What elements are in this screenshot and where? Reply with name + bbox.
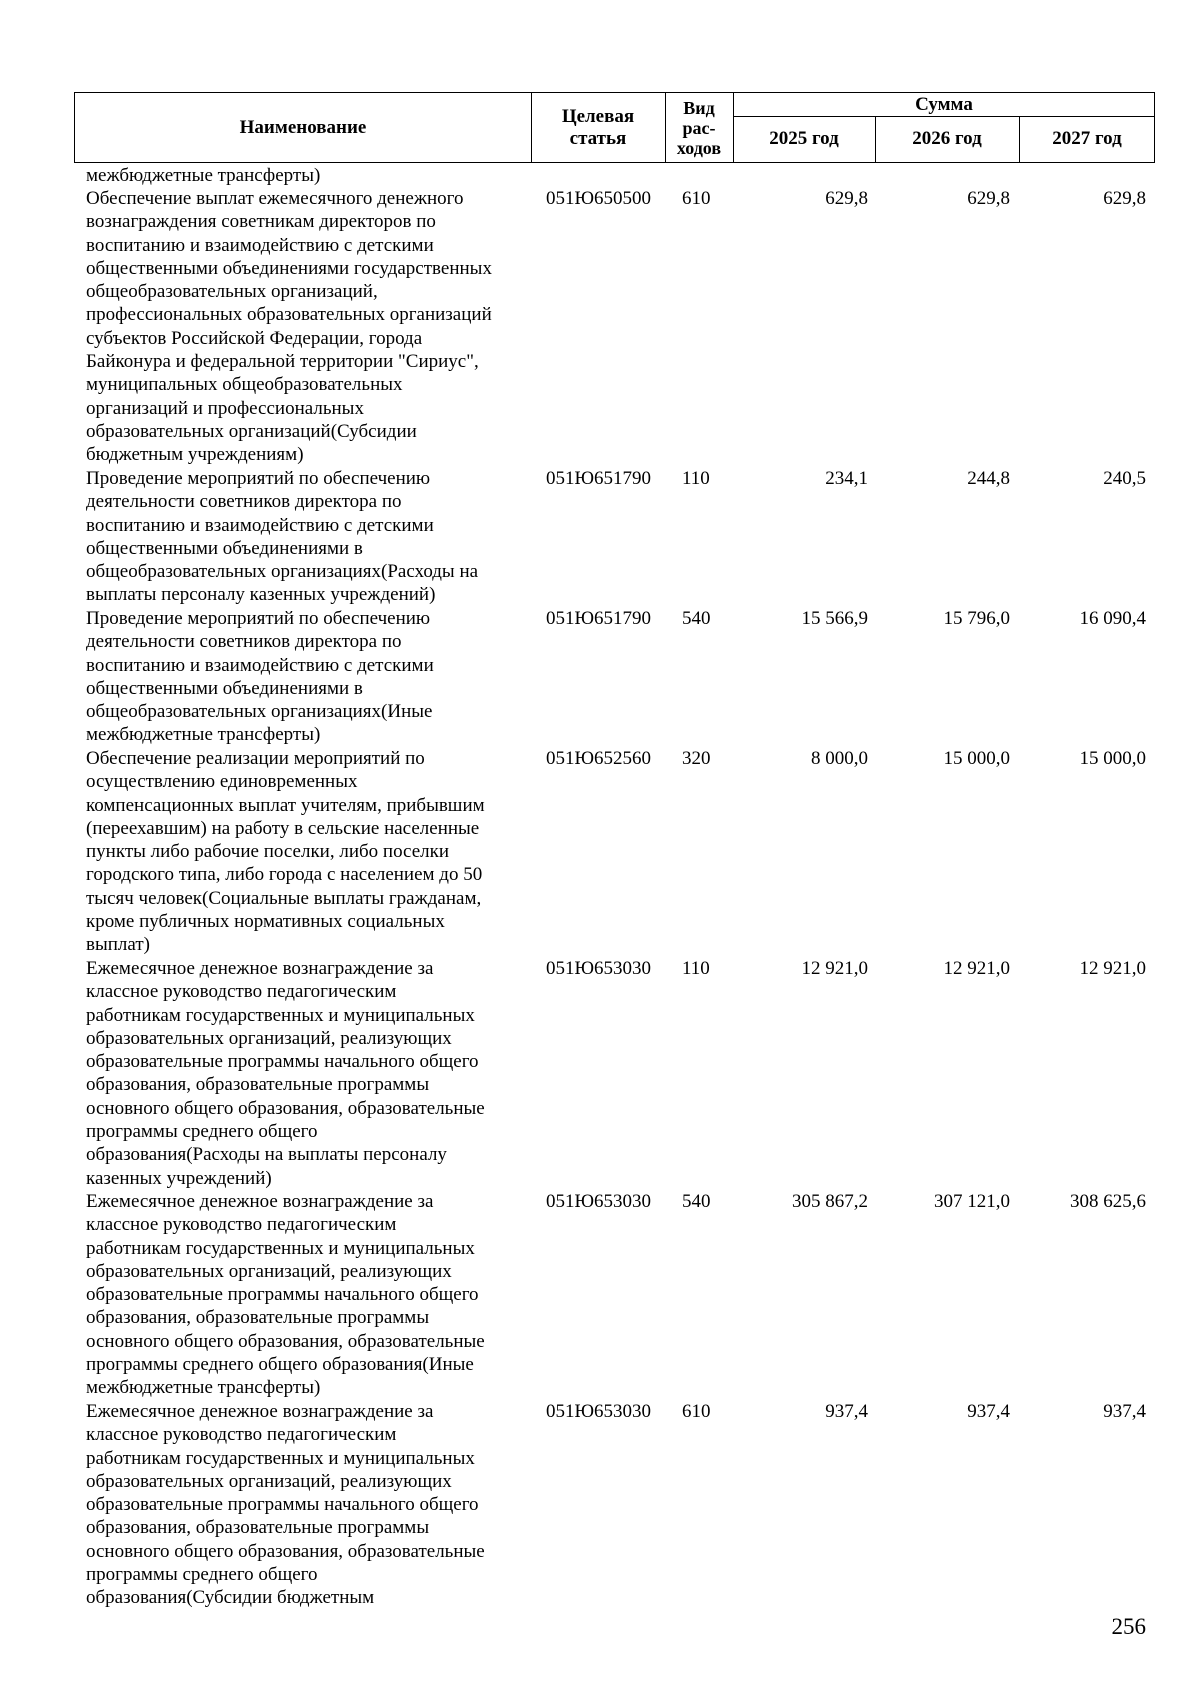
row-target-code: 051Ю652560 [546, 748, 652, 769]
header-name: Наименование [239, 116, 367, 138]
row-name: Ежемесячное денежное вознаграждение за классное руководство педагогическим работникам государственных и муниципальных образовательных организаций, реализующих образовательные программы начального общего образования, образовательные программы основного общего образования, образовательные программы среднего общего образования(Субсидии бюджетным [86, 1401, 485, 1609]
row-value-2026: 937,4 [967, 1401, 1010, 1422]
row-name: Ежемесячное денежное вознаграждение за классное руководство педагогическим работникам государственных и муниципальных образовательных организаций, реализующих образовательные программы начального общего образования, образовательные программы основного общего образования, образовательные программы среднего общего образования(Расходы на выплаты персоналу казенных учреждений) [86, 958, 485, 1189]
row-value-2027: 308 625,6 [1070, 1191, 1146, 1212]
row-value-2027: 629,8 [1103, 188, 1146, 209]
row-value-2026: 12 921,0 [943, 958, 1010, 979]
row-value-2026: 629,8 [967, 188, 1010, 209]
row-target-code: 051Ю653030 [546, 1191, 652, 1212]
row-vid: 110 [682, 958, 710, 979]
row-value-2026: 15 000,0 [943, 748, 1010, 769]
row-value-2025: 234,1 [825, 468, 868, 489]
row-value-2026: 244,8 [967, 468, 1010, 489]
row-value-2025: 937,4 [825, 1401, 868, 1422]
header-year-2026: 2026 год [912, 128, 982, 149]
row-value-2027: 937,4 [1103, 1401, 1146, 1422]
row-value-2025: 8 000,0 [811, 748, 868, 769]
row-vid: 540 [682, 1191, 711, 1212]
row-name: Обеспечение реализации мероприятий по осуществлению единовременных компенсационных выплат учителям, прибывшим (переехавшим) на работу в сельские населенные пункты либо рабочие поселки, либо поселки городского типа, либо города с населением до 50 тысяч человек(Социальные выплаты гражданам, кроме публичных нормативных социальных выплат) [86, 748, 485, 956]
row-name: межбюджетные трансферты) [86, 165, 321, 186]
row-target-code: 051Ю650500 [546, 188, 652, 209]
row-target-code: 051Ю651790 [546, 608, 652, 629]
row-value-2027: 240,5 [1103, 468, 1146, 489]
row-name: Проведение мероприятий по обеспечению деятельности советников директора по воспитанию и взаимодействию с детскими общественными объединениями в общеобразовательных организациях(Иные межбюджетные трансферты) [86, 608, 434, 746]
row-value-2025: 15 566,9 [801, 608, 868, 629]
header-vid: Вид рас-ходов [676, 97, 722, 158]
header-target: Целевая статья [561, 105, 635, 149]
row-vid: 320 [682, 748, 711, 769]
row-vid: 610 [682, 1401, 711, 1422]
row-vid: 610 [682, 188, 711, 209]
row-value-2027: 16 090,4 [1079, 608, 1146, 629]
row-value-2026: 307 121,0 [934, 1191, 1010, 1212]
row-vid: 110 [682, 468, 710, 489]
row-vid: 540 [682, 608, 711, 629]
row-value-2027: 15 000,0 [1079, 748, 1146, 769]
row-name: Ежемесячное денежное вознаграждение за классное руководство педагогическим работникам государственных и муниципальных образовательных организаций, реализующих образовательные программы начального общего образования, образовательные программы основного общего образования, образовательные программы среднего общего образования(Иные межбюджетные трансферты) [86, 1191, 485, 1399]
row-value-2025: 629,8 [825, 188, 868, 209]
row-target-code: 051Ю653030 [546, 958, 652, 979]
row-target-code: 051Ю653030 [546, 1401, 652, 1422]
page-number: 256 [1111, 1614, 1146, 1639]
row-value-2027: 12 921,0 [1079, 958, 1146, 979]
row-name: Обеспечение выплат ежемесячного денежного вознаграждения советникам директоров по воспитанию и взаимодействию с детскими общественными объединениями государственных общеобразовательных организаций, профессиональных образовательных организаций субъектов Российской Федерации, города Байконура и федеральной территории "Сириус", муниципальных общеобразовательных организаций и профессиональных образовательных организаций(Субсидии бюджетным учреждениям) [86, 188, 492, 466]
row-value-2026: 15 796,0 [943, 608, 1010, 629]
table-header [74, 92, 1155, 163]
row-target-code: 051Ю651790 [546, 468, 652, 489]
row-value-2025: 12 921,0 [801, 958, 868, 979]
header-year-2025: 2025 год [769, 128, 839, 149]
row-name: Проведение мероприятий по обеспечению деятельности советников директора по воспитанию и взаимодействию с детскими общественными объединениями в общеобразовательных организациях(Расходы на выплаты персоналу казенных учреждений) [86, 468, 479, 606]
header-sum: Сумма [915, 93, 973, 115]
row-value-2025: 305 867,2 [792, 1191, 868, 1212]
header-year-2027: 2027 год [1052, 128, 1122, 149]
